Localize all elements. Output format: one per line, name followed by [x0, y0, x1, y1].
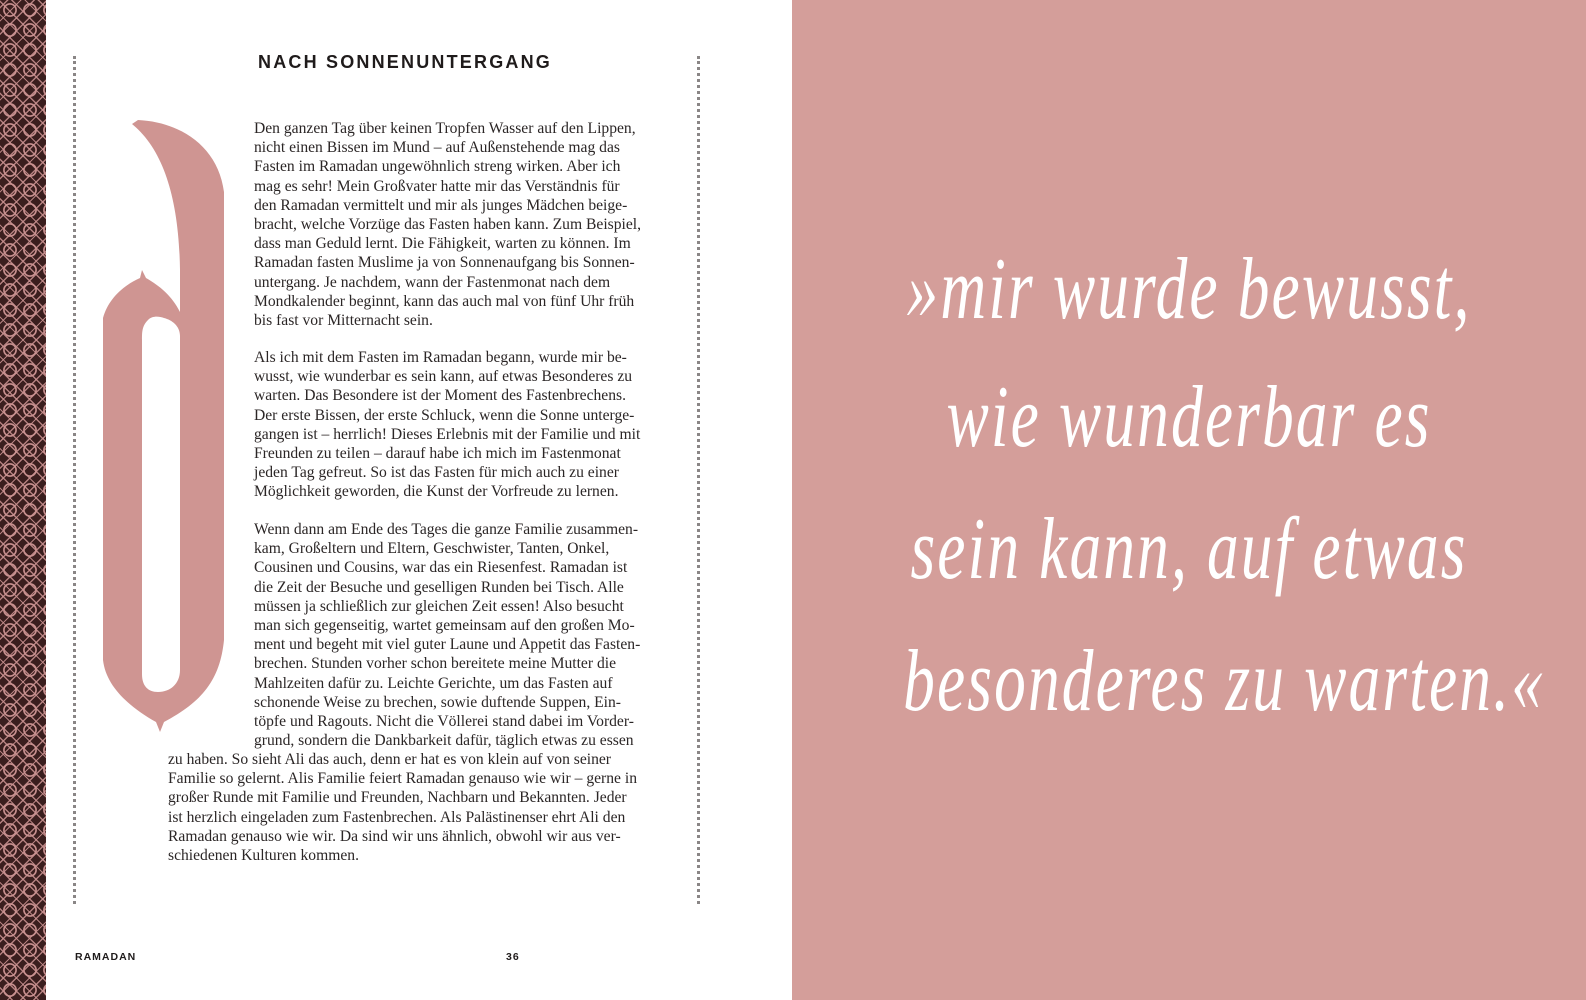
text-line: Möglichkeit geworden, die Kunst der Vorfreude zu lernen. [254, 483, 619, 501]
text-line: müssen ja schließlich zur gleichen Zeit essen! Also besucht [254, 597, 624, 615]
text-line: bracht, welche Vorzüge das Fasten haben kann. Zum Beispiel, [254, 215, 641, 233]
text-line: Mondkalender beginnt, kann das auch mal von fünf Uhr früh [254, 292, 635, 310]
text-line: Wenn dann am Ende des Tages die ganze Familie zusammen- [254, 521, 639, 538]
text-line: großer Runde mit Familie und Freunden, Nachbarn und Bekannten. Jeder [168, 789, 627, 807]
text-line: die Zeit der Besuche und geselligen Runden bei Tisch. Alle [254, 578, 624, 596]
dropcap-letter [102, 120, 228, 732]
footer-section-label: RAMADAN [75, 951, 137, 963]
section-title: NACH SONNENUNTERGANG [258, 52, 553, 72]
quote-line: wie wunderbar es [946, 369, 1432, 466]
text-line: jeden Tag gefreut. So ist das Fasten für mich auch zu einer [254, 464, 619, 482]
quote-line: »mir wurde bewusst, [906, 241, 1472, 338]
text-line: dass man Geduld lernt. Die Fähigkeit, warten zu können. Im [254, 235, 631, 253]
text-line: den Ramadan vermittelt und mir als junges Mädchen beige- [254, 196, 628, 214]
text-line: brechen. Stunden vorher schon bereitete meine Mutter die [254, 655, 616, 673]
text-line: mag es sehr! Mein Großvater hatte mir das Verständnis für [254, 177, 620, 195]
text-line: ment und begeht mit viel guter Laune und Appetit das Fasten- [254, 636, 641, 654]
text-line: töpfe und Ragouts. Nicht die Völlerei stand dabei im Vorder- [254, 712, 634, 730]
text-line: grund, sondern die Dankbarkeit dafür, täglich etwas zu essen [254, 732, 634, 750]
text-line: bis fast vor Mitternacht sein. [254, 311, 433, 329]
text-line: untergang. Je nachdem, wann der Fastenmonat nach dem [254, 273, 611, 291]
quote-line: besonderes zu warten.« [903, 633, 1545, 730]
text-line: nicht einen Bissen im Mund – auf Außenstehende mag das [254, 139, 620, 157]
paragraph-1 [254, 119, 641, 330]
paragraph-3-indented [254, 520, 640, 750]
text-line: Den ganzen Tag über keinen Tropfen Wasser auf den Lippen, [254, 120, 636, 137]
text-line: Cousinen und Cousins, war das ein Riesenfest. Ramadan ist [254, 559, 628, 577]
dotted-rule-left [73, 56, 76, 904]
text-line: gangen ist – herrlich! Dieses Erlebnis mit der Familie und mit [254, 425, 641, 443]
page-number: 36 [506, 951, 520, 963]
text-line: schonende Weise zu brechen, sowie duftende Suppen, Ein- [254, 693, 621, 711]
text-line: wusst, wie wunderbar es sein kann, auf etwas Besonderes zu [254, 368, 633, 386]
text-line: ist herzlich eingeladen zum Fastenbrechen. Als Palästinenser ehrt Ali den [168, 808, 626, 826]
text-line: man sich gegenseitig, wartet gemeinsam auf den großen Mo- [254, 616, 635, 634]
text-line: Freunden zu teilen – darauf habe ich mich im Fastenmonat [254, 444, 621, 462]
text-line: Als ich mit dem Fasten im Ramadan begann, wurde mir be- [254, 349, 627, 366]
text-line: kam, Großeltern und Eltern, Geschwister, Tanten, Onkel, [254, 540, 610, 558]
text-line: warten. Das Besondere ist der Moment des Fastenbrechens. [254, 387, 626, 405]
text-line: Mahlzeiten dafür zu. Leichte Gerichte, um das Fasten auf [254, 674, 613, 692]
quote-line: sein kann, auf etwas [910, 501, 1468, 598]
dotted-rule-right [697, 56, 700, 904]
right-page [792, 0, 1586, 1000]
text-line: Der erste Bissen, der erste Schluck, wenn die Sonne unterge- [254, 406, 635, 424]
left-page [46, 0, 792, 1000]
paragraph-2 [254, 348, 640, 502]
text-line: Familie so gelernt. Alis Familie feiert Ramadan genauso wie wir – gerne in [168, 770, 637, 788]
paragraph-3-continued [168, 750, 637, 865]
text-line: Ramadan genauso wie wir. Da sind wir uns ähnlich, obwohl wir aus ver- [168, 827, 621, 845]
ornamental-pattern-strip [0, 0, 46, 1000]
pull-quote [792, 0, 1586, 1000]
text-line: schiedenen Kulturen kommen. [168, 846, 359, 864]
text-line: zu haben. So sieht Ali das auch, denn er hat es von klein auf von seiner [168, 751, 612, 768]
text-line: Fasten im Ramadan ungewöhnlich streng wirken. Aber ich [254, 158, 621, 176]
text-line: Ramadan fasten Muslime ja von Sonnenaufgang bis Sonnen- [254, 254, 635, 272]
